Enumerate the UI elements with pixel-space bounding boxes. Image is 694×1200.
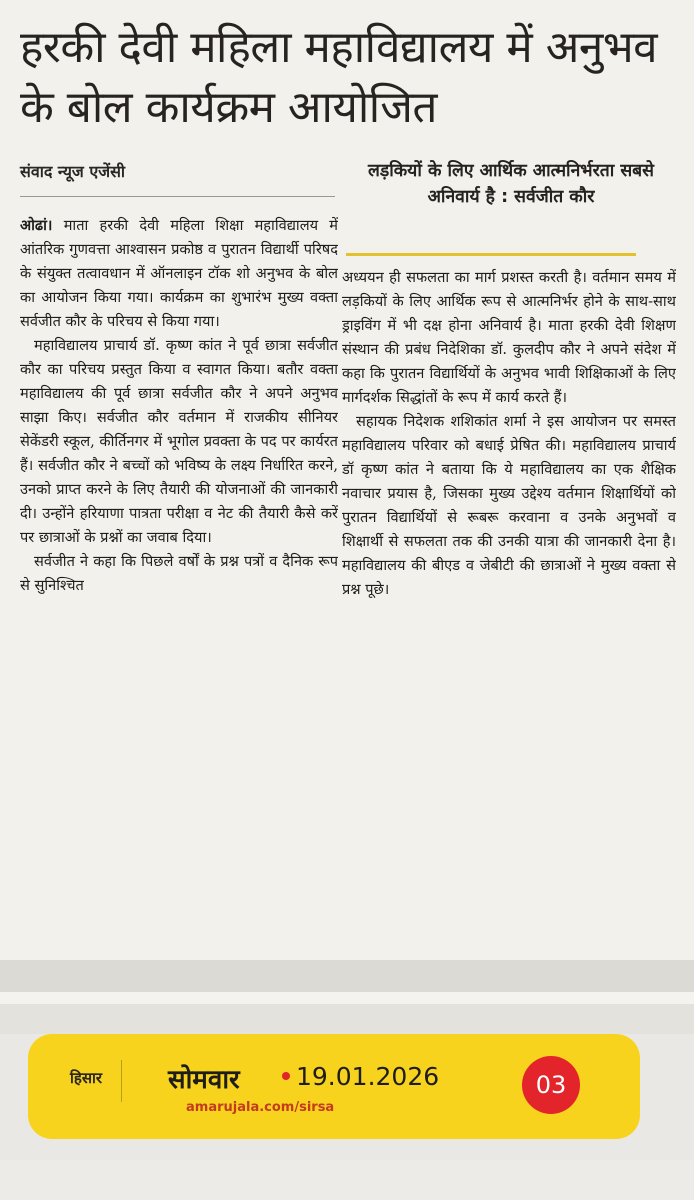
page-gap <box>0 1004 694 1034</box>
article-paragraph: अध्ययन ही सफलता का मार्ग प्रशस्त करती है। वर्तमान समय में लड़कियों के लिए आर्थिक रूप से आत्मनिर्भर होने के साथ-साथ ड्राइविंग में भी दक्ष होना अनिवार्य है। माता हरकी देवी शिक्षण संस्थान की प्रबंध निदेशिका डॉ. कुलदीप कौर ने अपने संदेश में कहा कि पुरातन विद्यार्थियों के अनुभव भावी शिक्षिकाओं के लिए मार्गदर्शक सिद्धांतों के रूप में कार्य करते हैं। <box>342 269 676 406</box>
page-gap <box>0 992 694 1004</box>
footer-date: 19.01.2026 <box>296 1062 440 1091</box>
page-number-badge: 03 <box>522 1056 580 1114</box>
article-paragraph: सर्वजीत ने कहा कि पिछले वर्षों के प्रश्न पत्रों व दैनिक रूप से सुनिश्चित <box>20 553 338 594</box>
subheading-rule <box>346 253 636 256</box>
article-subheading: लड़कियों के लिए आर्थिक आत्मनिर्भरता सबसे अनिवार्य है : सर्वजीत कौर <box>367 161 655 207</box>
paragraph-text: माता हरकी देवी महिला शिक्षा महाविद्यालय में आंतरिक गुणवत्ता आश्वासन प्रकोष्ठ व पुरातन विद्यार्थी परिषद के संयुक्त तत्वावधान में ऑनलाइन टॉक शो अनुभव के बोल का आयोजन किया गया। कार्यक्रम का शुभारंभ मुख्य वक्ता सर्वजीत कौर के परिचय से किया गया। <box>20 217 338 330</box>
footer-city: हिसार <box>70 1069 103 1087</box>
article-column-right <box>342 266 676 856</box>
article-column-left <box>20 214 338 854</box>
footer-divider <box>121 1060 122 1102</box>
footer-day: सोमवार <box>168 1065 240 1095</box>
article-paragraph: महाविद्यालय प्राचार्य डॉ. कृष्ण कांत ने पूर्व छात्रा सर्वजीत कौर का परिचय प्रस्तुत किया व स्वागत किया। बतौर वक्ता महाविद्यालय की पूर्व छात्रा सर्वजीत कौर ने अपने अनुभव साझा किए। सर्वजीत कौर वर्तमान में राजकीय सीनियर सेकेंडरी स्कूल, कीर्तिनगर में भूगोल प्रवक्ता के पद पर कार्यरत हैं। सर्वजीत कौर ने बच्चों को भविष्य के लक्ष्य निर्धारित करने, उनको प्राप्त करने के लिए तैयारी की योजनाओं की जानकारी दी। उन्होंने हरियाणा पात्रता परीक्षा व नेट की तैयारी कैसे करें पर छात्राओं के प्रश्नों का जवाब दिया। <box>20 337 338 546</box>
newspaper-footer-band <box>28 1034 640 1139</box>
page-bottom <box>0 1160 694 1200</box>
page-gap <box>0 960 694 992</box>
dateline: ओढां। <box>20 217 53 234</box>
article-paragraph: सहायक निदेशक शशिकांत शर्मा ने इस आयोजन पर समस्त महाविद्यालय परिवार को बधाई प्रेषित की। महाविद्यालय प्राचार्य डॉ कृष्ण कांत ने बताया कि ये महाविद्यालय का एक शैक्षिक नवाचार प्रयास है, जिसका मुख्य उद्देश्य वर्तमान शिक्षार्थियों को पुरातन विद्यार्थियों से रूबरू करवाना व उनके अनुभवों व शिक्षार्थी से सफलता तक की उनकी यात्रा की जानकारी देना है। महाविद्यालय की बीएड व जेबीटी की छात्राओं ने मुख्य वक्ता से प्रश्न पूछे। <box>342 413 676 598</box>
footer-url: amarujala.com/sirsa <box>186 1100 335 1115</box>
article-paragraph <box>20 214 338 334</box>
byline: संवाद न्यूज एजेंसी <box>20 160 335 197</box>
article-headline: हरकी देवी महिला महाविद्यालय में अनुभव के बोल कार्यक्रम आयोजित <box>20 22 658 133</box>
footer-dot-icon <box>282 1072 290 1080</box>
